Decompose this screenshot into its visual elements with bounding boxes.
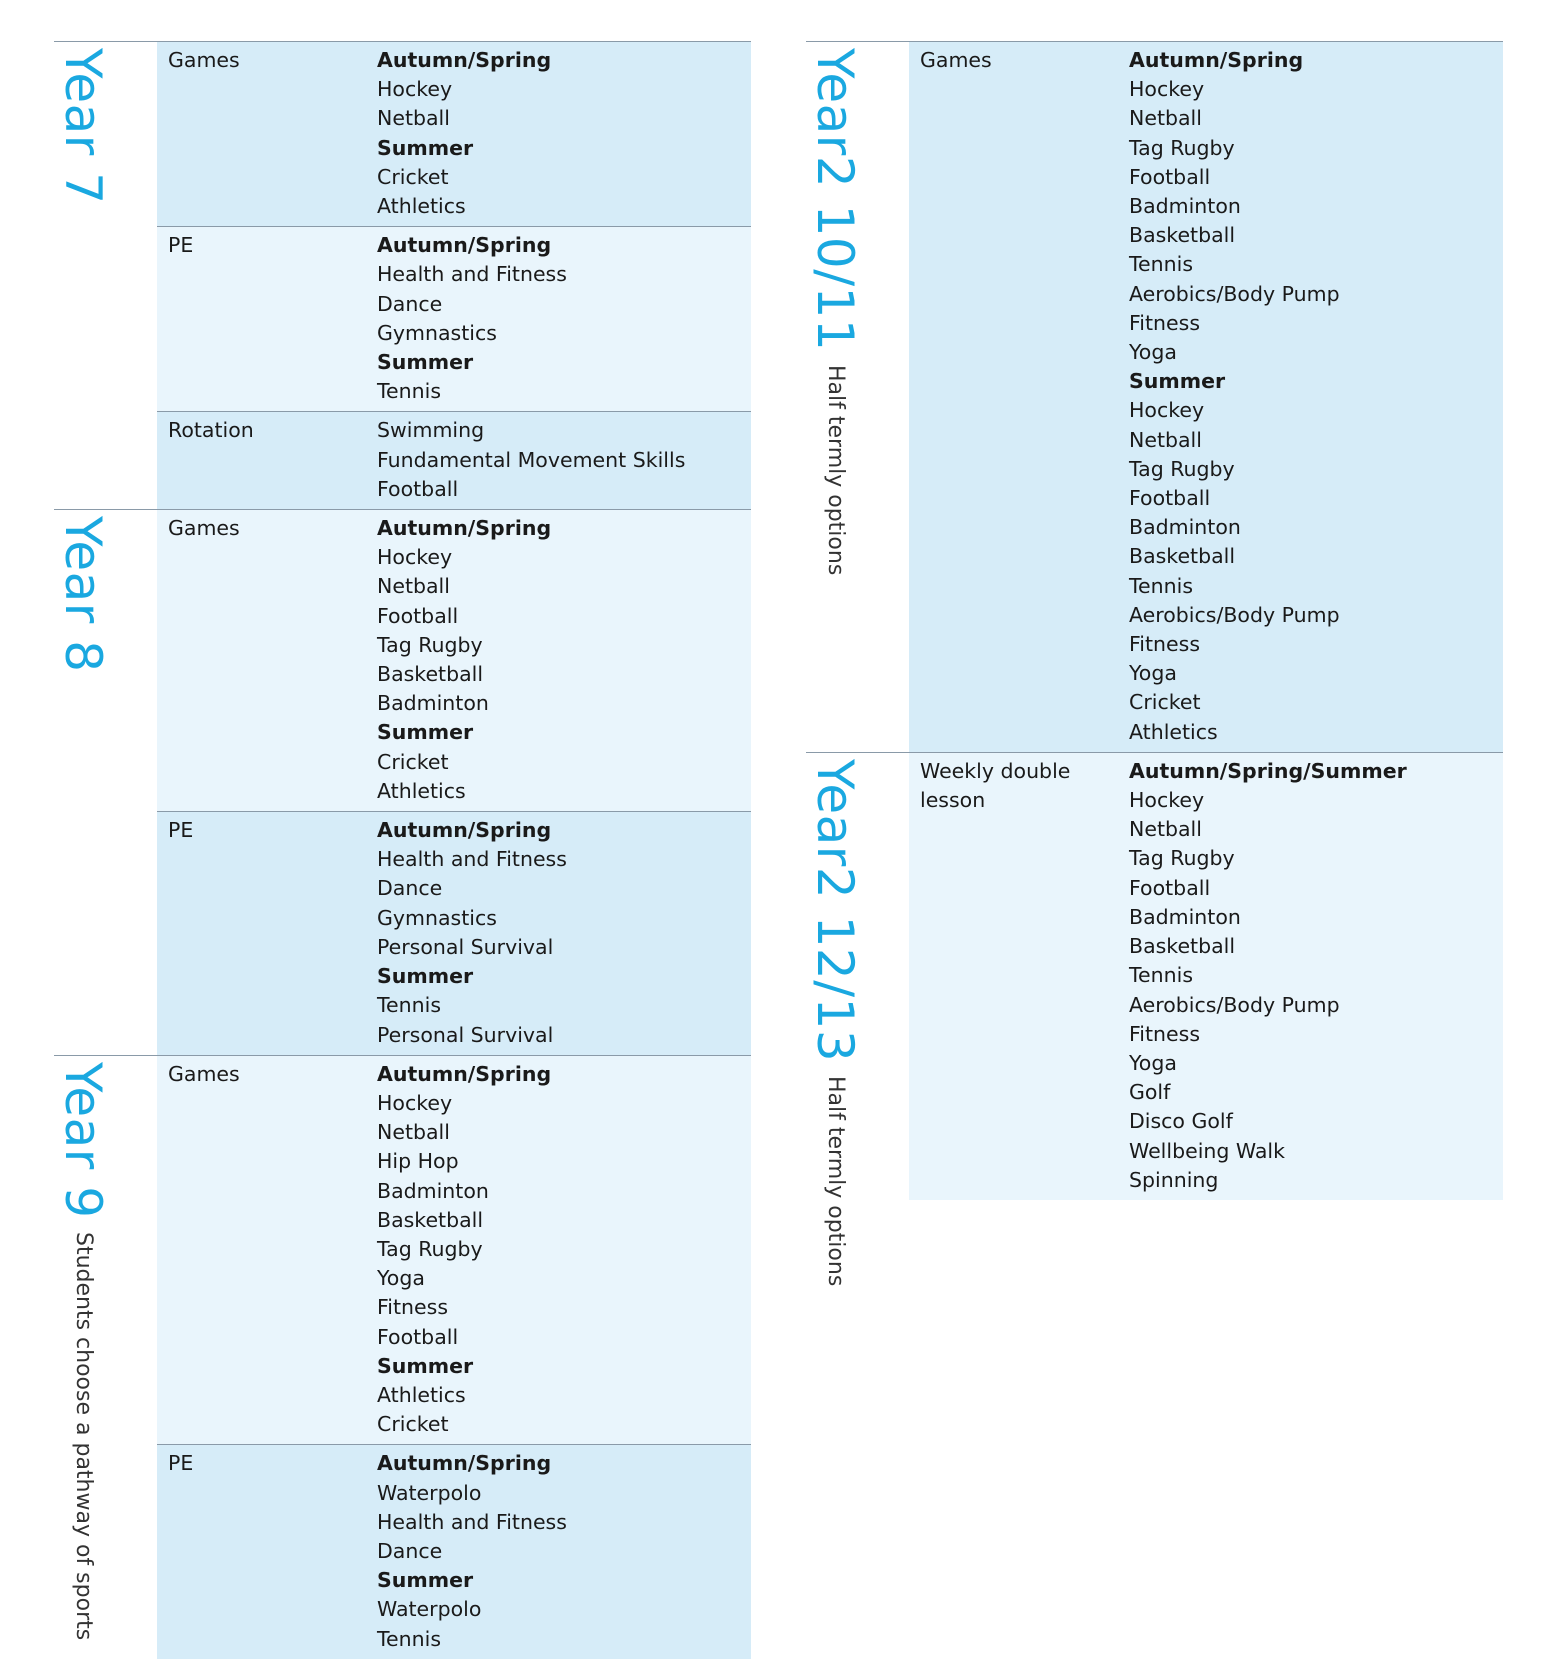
- activity-item: Gymnastics: [377, 320, 497, 345]
- term-heading: Summer: [377, 1568, 474, 1593]
- activity-item: Health and Fitness: [377, 1509, 567, 1534]
- activity-item: Cricket: [377, 749, 449, 774]
- activity-item: Tennis: [377, 1626, 442, 1651]
- activity-item: Wellbeing Walk: [1129, 1138, 1286, 1163]
- activity-row-pe: [157, 226, 751, 411]
- left-column: [54, 41, 751, 1659]
- activity-item: Tennis: [1129, 573, 1194, 598]
- activity-item: Badminton: [1129, 194, 1241, 219]
- activity-item: Personal Survival: [377, 1022, 554, 1047]
- term-heading: Autumn/Spring: [377, 516, 552, 541]
- activity-item: Football: [1129, 164, 1211, 189]
- year-title: Year2 12/13: [806, 758, 864, 1063]
- activity-item: Cricket: [377, 164, 449, 189]
- category-label: PE: [168, 233, 194, 258]
- category-label: PE: [168, 818, 194, 843]
- activity-item: Netball: [377, 106, 450, 131]
- term-heading: Autumn/Spring: [377, 818, 552, 843]
- term-heading: Autumn/Spring: [377, 233, 552, 258]
- year-label: [54, 510, 157, 1055]
- activity-item: Aerobics/Body Pump: [1129, 992, 1340, 1017]
- category-label: Games: [168, 1061, 240, 1086]
- activity-item: Disco Golf: [1129, 1109, 1233, 1134]
- activity-list: [377, 1060, 751, 1440]
- activity-item: Tag Rugby: [1129, 456, 1235, 481]
- activity-item: Tag Rugby: [377, 1236, 483, 1261]
- activity-item: Netball: [1129, 817, 1202, 842]
- year-block-year-8: [54, 509, 751, 1055]
- year-block-year2-12-13: [806, 752, 1503, 1287]
- activity-item: Hockey: [1129, 788, 1205, 813]
- category-label: Rotation: [168, 418, 254, 443]
- term-heading: Autumn/Spring: [377, 48, 552, 72]
- activity-item: Football: [1129, 875, 1211, 900]
- term-heading: Summer: [377, 1353, 474, 1378]
- term-heading: Autumn/Spring/Summer: [1129, 758, 1407, 783]
- activity-item: Cricket: [377, 1412, 449, 1437]
- activity-item: Basketball: [1129, 223, 1236, 248]
- activity-item: Netball: [1129, 427, 1202, 452]
- category-label: Games: [168, 48, 240, 72]
- activity-item: Athletics: [377, 194, 466, 219]
- activity-row-rotation: [157, 411, 751, 509]
- activity-item: Cricket: [1129, 690, 1201, 715]
- year-subtitle: Half termly options: [823, 1076, 848, 1287]
- activity-row-games: [157, 510, 751, 811]
- activity-item: Health and Fitness: [377, 847, 567, 872]
- activity-item: Waterpolo: [377, 1597, 482, 1622]
- activity-item: Football: [377, 476, 459, 501]
- term-heading: Summer: [377, 350, 474, 375]
- category-label: Weekly double lesson: [920, 758, 1071, 813]
- activity-item: Golf: [1129, 1080, 1171, 1105]
- activity-item: Spinning: [1129, 1167, 1219, 1192]
- activity-item: Football: [377, 1324, 459, 1349]
- activity-item: Aerobics/Body Pump: [1129, 602, 1340, 627]
- activity-item: Hockey: [377, 545, 453, 570]
- activity-item: Dance: [377, 876, 443, 901]
- activity-item: Fitness: [377, 1295, 448, 1320]
- activity-item: Tennis: [1129, 963, 1194, 988]
- year-block-year2-10-11: [806, 41, 1503, 752]
- activity-item: Netball: [1129, 106, 1202, 131]
- activity-item: Gymnastics: [377, 905, 497, 930]
- activity-item: Basketball: [377, 662, 484, 687]
- year-label: [806, 42, 909, 752]
- activity-item: Fundamental Movement Skills: [377, 447, 686, 472]
- activity-item: Fitness: [1129, 310, 1200, 335]
- activity-row-games: [157, 1056, 751, 1445]
- activity-item: Tennis: [1129, 252, 1194, 277]
- term-heading: Autumn/Spring: [377, 1451, 552, 1476]
- activity-item: Tag Rugby: [1129, 846, 1235, 871]
- category-label: Games: [168, 516, 240, 541]
- activity-list: [377, 816, 751, 1050]
- term-heading: Summer: [377, 135, 474, 160]
- activity-item: Aerobics/Body Pump: [1129, 281, 1340, 306]
- activity-item: Basketball: [1129, 544, 1236, 569]
- year-title: Year 9: [54, 1061, 112, 1219]
- activity-item: Tennis: [377, 379, 442, 404]
- year-title: Year 8: [54, 516, 112, 673]
- activity-item: Badminton: [1129, 515, 1241, 540]
- activity-item: Netball: [377, 574, 450, 599]
- year-subtitle: Half termly options: [823, 365, 848, 576]
- activity-row-pe: [157, 811, 751, 1055]
- activity-list: [377, 231, 751, 406]
- activity-item: Athletics: [1129, 719, 1218, 744]
- activity-row-pe: [157, 1444, 751, 1658]
- activity-item: Fitness: [1129, 632, 1200, 657]
- activity-item: Yoga: [1129, 1050, 1177, 1075]
- activity-item: Football: [377, 603, 459, 628]
- activity-item: Hockey: [377, 77, 453, 102]
- year-block-year-9: [54, 1055, 751, 1659]
- activity-item: Tag Rugby: [377, 632, 483, 657]
- activity-item: Badminton: [1129, 904, 1241, 929]
- activity-item: Tennis: [377, 993, 442, 1018]
- activity-item: Swimming: [377, 418, 485, 443]
- activity-item: Hockey: [1129, 398, 1205, 423]
- activity-item: Personal Survival: [377, 934, 554, 959]
- year-label: [54, 1056, 157, 1659]
- category-label: PE: [168, 1451, 194, 1476]
- activity-item: Athletics: [377, 778, 466, 803]
- activity-item: Badminton: [377, 691, 489, 716]
- year-label: [54, 42, 157, 509]
- activity-item: Hockey: [377, 1090, 453, 1115]
- term-heading: Autumn/Spring: [1129, 48, 1304, 72]
- activity-item: Athletics: [377, 1382, 466, 1407]
- activity-item: Tag Rugby: [1129, 135, 1235, 160]
- activity-item: Waterpolo: [377, 1480, 482, 1505]
- activity-item: Dance: [377, 291, 443, 316]
- activity-list: [1129, 46, 1503, 747]
- activity-item: Yoga: [1129, 340, 1177, 365]
- activity-list: [377, 46, 751, 221]
- term-heading: Summer: [377, 964, 474, 989]
- activity-item: Hip Hop: [377, 1149, 459, 1174]
- year-title: Year 7: [54, 48, 112, 205]
- activity-item: Basketball: [1129, 934, 1236, 959]
- activity-row-games: [157, 42, 751, 226]
- activity-item: Yoga: [1129, 661, 1177, 686]
- activity-item: Badminton: [377, 1178, 489, 1203]
- activity-item: Dance: [377, 1538, 443, 1563]
- activity-row-weekly-double-lesson: [909, 753, 1503, 1200]
- year-block-year-7: [54, 41, 751, 509]
- year-title: Year2 10/11: [806, 48, 864, 352]
- activity-item: Fitness: [1129, 1021, 1200, 1046]
- right-column: [806, 41, 1503, 1287]
- term-heading: Summer: [1129, 369, 1226, 394]
- term-heading: Autumn/Spring: [377, 1061, 552, 1086]
- activity-list: [377, 416, 751, 504]
- activity-list: [377, 1449, 751, 1653]
- activity-item: Basketball: [377, 1207, 484, 1232]
- activity-list: [1129, 757, 1503, 1195]
- year-subtitle: Students choose a pathway of sports: [71, 1232, 96, 1641]
- activity-item: Health and Fitness: [377, 262, 567, 287]
- year-label: [806, 753, 909, 1287]
- activity-item: Yoga: [377, 1266, 425, 1291]
- activity-row-games: [909, 42, 1503, 752]
- activity-item: Football: [1129, 486, 1211, 511]
- category-label: Games: [920, 48, 992, 72]
- activity-list: [377, 514, 751, 806]
- activity-item: Netball: [377, 1120, 450, 1145]
- term-heading: Summer: [377, 720, 474, 745]
- activity-item: Hockey: [1129, 77, 1205, 102]
